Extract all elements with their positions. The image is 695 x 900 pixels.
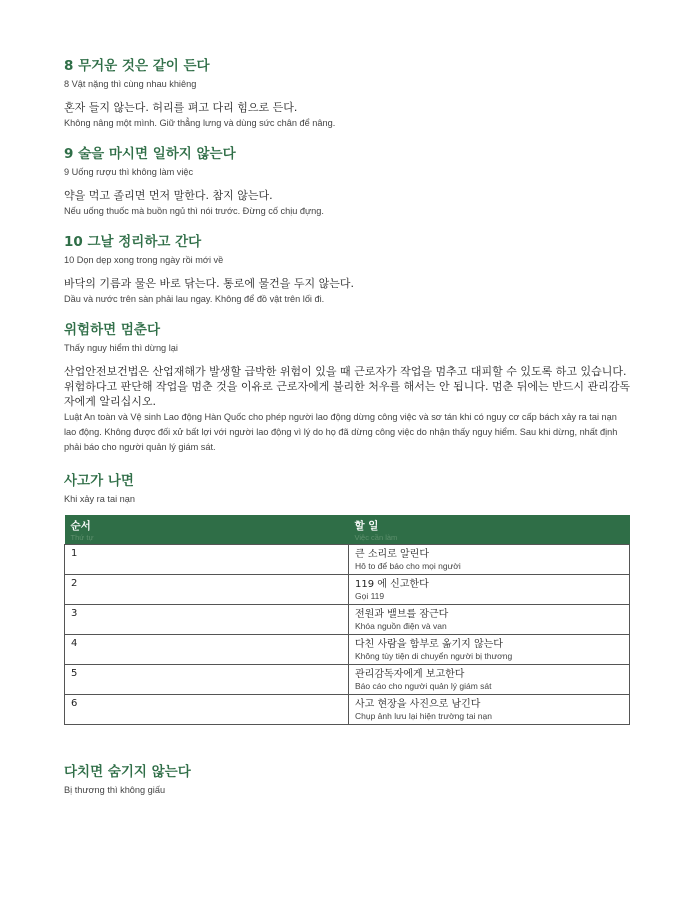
vietnamese-text: Nếu uống thuốc mà buồn ngủ thì nói trước. Đừng cố chịu đựng. [64,206,324,216]
task-vietnamese: Không tùy tiện di chuyển người bị thương [355,651,513,661]
section-heading: 9 술을 마시면 일하지 않는다 [64,146,236,162]
table-row [65,635,630,665]
section-no-alcohol [64,145,631,219]
step-cell: 6 [65,695,349,725]
task-korean: 전원과 밸브를 잠근다 [355,609,449,620]
section-subheading: 9 Uống rượu thì không làm việc [64,167,194,177]
section-heading: 사고가 나면 [64,473,134,489]
task-cell [349,695,630,725]
section-clean-up [64,233,631,307]
task-korean: 다친 사람을 함부로 옮기지 않는다 [355,639,503,650]
step-cell: 3 [65,605,349,635]
column-header-sub: Việc cần làm [354,533,398,542]
section-heading: 10 그날 정리하고 간다 [64,234,202,250]
accident-steps-table [64,515,630,725]
section-heading: 8 무거운 것은 같이 든다 [64,58,210,74]
task-vietnamese: Hô to để báo cho mọi người [355,561,461,571]
column-header-label: 순서 [70,520,91,532]
task-cell [349,545,630,575]
task-korean: 관리감독자에게 보고한다 [355,669,465,680]
table-row [65,575,630,605]
task-vietnamese: Báo cáo cho người quản lý giám sát [355,681,492,691]
step-cell: 2 [65,575,349,605]
korean-text: 약을 먹고 졸리면 먼저 말한다. 참지 않는다. [64,189,273,202]
section-accident [64,472,631,725]
table-row [65,545,630,575]
task-korean: 119 에 신고한다 [355,579,429,590]
korean-text: 바닥의 기름과 물은 바로 닦는다. 통로에 물건을 두지 않는다. [64,277,354,290]
task-cell [349,635,630,665]
vietnamese-text: Luật An toàn và Vệ sinh Lao động Hàn Quốc cho phép người lao động dừng công việc và sơ tán khi có nguy cơ cấp bách xảy ra tai nạn lao động. Không được đối xử bất lợi với người lao động vì lý do họ đã dừng công việc do nhận thấy nguy hiểm. Sau khi dừng, nhất định phải báo cho người quản lý giám sát. [64,412,618,452]
task-cell [349,665,630,695]
korean-text: 혼자 들지 않는다. 허리를 펴고 다리 힘으로 든다. [64,101,298,114]
column-header-sub: Thứ tự [70,533,94,542]
section-subheading: 10 Dọn dẹp xong trong ngày rồi mới về [64,255,224,265]
korean-text: 산업안전보건법은 산업재해가 발생할 급박한 위험이 있을 때 근로자가 작업을 멈추고 대피할 수 있도록 하고 있습니다. 위험하다고 판단해 작업을 멈춘 것을 이유로 근로자에게 불리한 처우를 해서는 안 됩니다. 멈춘 뒤에는 반드시 관리감독자에게 알리십시오. [64,365,630,408]
task-vietnamese: Khóa nguồn điện và van [355,621,447,631]
step-cell: 5 [65,665,349,695]
section-subheading: Bị thương thì không giấu [64,785,166,795]
table-header-row [65,515,630,545]
table-row [65,665,630,695]
column-header-step [65,515,349,545]
column-header-task [349,515,630,545]
task-vietnamese: Chụp ảnh lưu lại hiện trường tai nạn [355,711,492,721]
column-header-label: 할 일 [354,520,379,532]
table-row [65,695,630,725]
section-heavy-lifting [64,57,631,131]
section-subheading: Khi xảy ra tai nạn [64,494,135,504]
task-cell [349,575,630,605]
section-subheading: 8 Vật nặng thì cùng nhau khiêng [64,79,197,89]
task-korean: 사고 현장을 사진으로 남긴다 [355,699,481,710]
section-heading: 위험하면 멈춘다 [64,322,160,338]
section-heading: 다치면 숨기지 않는다 [64,764,191,780]
vietnamese-text: Không nâng một mình. Giữ thẳng lưng và dùng sức chân để nâng. [64,118,336,128]
step-cell: 4 [65,635,349,665]
section-stop-if-danger [64,321,631,455]
task-vietnamese: Gọi 119 [355,591,385,601]
task-korean: 큰 소리로 알린다 [355,549,429,560]
table-row [65,605,630,635]
section-subheading: Thấy nguy hiểm thì dừng lại [64,343,178,353]
section-report-injury [64,763,631,796]
vietnamese-text: Dầu và nước trên sàn phải lau ngay. Không để đồ vật trên lối đi. [64,294,325,304]
task-cell [349,605,630,635]
step-cell: 1 [65,545,349,575]
